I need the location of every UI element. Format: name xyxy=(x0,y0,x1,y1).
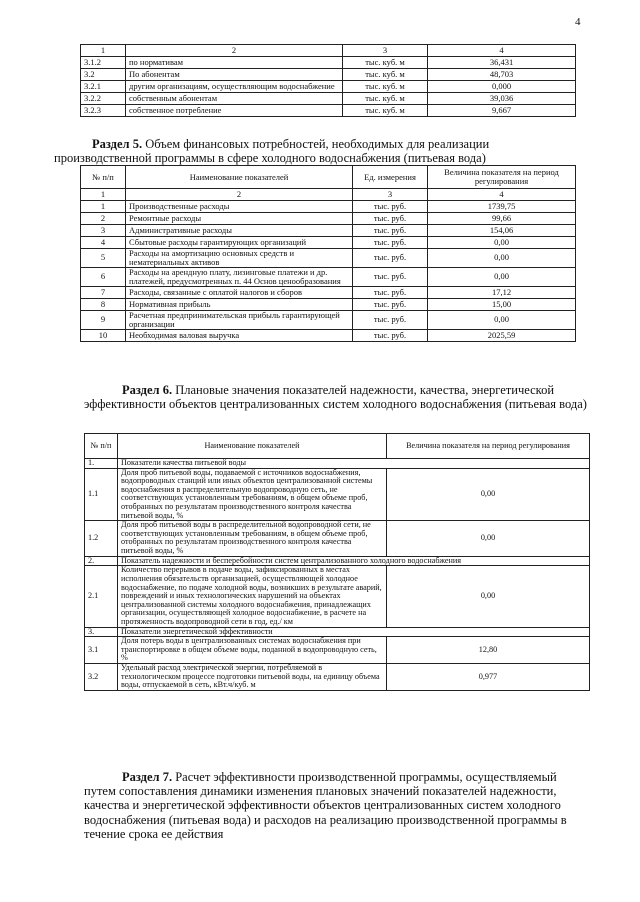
row-unit: тыс. руб. xyxy=(353,249,428,268)
row-unit: тыс. руб. xyxy=(353,267,428,286)
row-value: 36,431 xyxy=(428,57,576,69)
row-name: Нормативная прибыль xyxy=(126,298,353,310)
row-unit: тыс. куб. м xyxy=(343,69,428,81)
header-cell: 2 xyxy=(126,45,343,57)
table-row xyxy=(81,105,576,117)
row-name: Расходы, связанные с оплатой налогов и сборов xyxy=(126,286,353,298)
table-row xyxy=(81,267,576,286)
row-name: Количество перерывов в подаче воды, зафиксированных в местах исполнения обязательств организацией, осуществляющей холодное водоснабжение, по подаче холодной воды, возникших в результате аварий, повреждений и иных технологических нарушений на объектах централизованной системы холодного водоснабжения, принадлежащих организации, осуществляющей холодное водоснабжение, в расчете на протяженность водопроводной сети в год, ед./ км xyxy=(118,566,387,627)
row-number: 1 xyxy=(81,201,126,213)
table-header-row xyxy=(81,166,576,189)
row-unit: тыс. руб. xyxy=(353,213,428,225)
row-value: 15,00 xyxy=(428,298,576,310)
row-unit: тыс. руб. xyxy=(353,237,428,249)
row-name: По абонентам xyxy=(126,69,343,81)
section-title: Расчет эффективности производственной программы, осуществляемый путем сопоставления динамики изменения плановых значений показателей надежности, качества и энергетической эффективности объектов централизованных систем холодного водоснабжения (питьевая вода) и расходов на реализацию производственной программы в течение срока ее действия xyxy=(84,770,567,841)
row-number: 10 xyxy=(81,329,126,341)
row-value: 48,703 xyxy=(428,69,576,81)
section-5-heading xyxy=(54,137,554,165)
table-row xyxy=(81,69,576,81)
row-value: 0,00 xyxy=(428,310,576,329)
row-value: 99,66 xyxy=(428,213,576,225)
header-cell: Ед. измерения xyxy=(353,166,428,189)
row-number: 9 xyxy=(81,310,126,329)
table-row xyxy=(85,664,590,691)
table-row xyxy=(81,237,576,249)
header-cell: 4 xyxy=(428,45,576,57)
row-number: 2.1 xyxy=(85,566,118,627)
row-unit: тыс. куб. м xyxy=(343,93,428,105)
table-header-row xyxy=(85,434,590,459)
row-value: 2025,59 xyxy=(428,329,576,341)
section-title: Объем финансовых потребностей, необходимых для реализации производственной программы в сфере холодного водоснабжения (питьевая вода) xyxy=(54,137,490,166)
row-number: 3.1 xyxy=(85,637,118,664)
index-cell: 3 xyxy=(353,189,428,201)
row-value: 154,06 xyxy=(428,225,576,237)
table-row xyxy=(81,225,576,237)
table-row xyxy=(85,468,590,521)
row-value: 0,000 xyxy=(428,81,576,93)
group-row xyxy=(85,459,590,469)
row-value: 17,12 xyxy=(428,286,576,298)
financial-needs-table xyxy=(80,165,576,342)
row-unit: тыс. руб. xyxy=(353,225,428,237)
page-number: 4 xyxy=(575,16,581,28)
header-cell: № п/п xyxy=(81,166,126,189)
table-row xyxy=(81,310,576,329)
row-name: Расчетная предпринимательская прибыль гарантирующей организации xyxy=(126,310,353,329)
table-row xyxy=(81,249,576,268)
row-value: 0,00 xyxy=(428,249,576,268)
table-header-row xyxy=(81,45,576,57)
row-value: 1739,75 xyxy=(428,201,576,213)
row-number: 6 xyxy=(81,267,126,286)
table-index-row xyxy=(81,189,576,201)
row-value: 0,00 xyxy=(387,566,590,627)
group-name: Показатель надежности и бесперебойности систем централизованного холодного водоснабжения xyxy=(118,556,590,566)
row-unit: тыс. руб. xyxy=(353,201,428,213)
header-cell: Величина показателя на период регулирования xyxy=(387,434,590,459)
header-cell: Величина показателя на период регулирования xyxy=(428,166,576,189)
index-cell: 2 xyxy=(126,189,353,201)
section-label: Раздел 6. xyxy=(122,383,173,397)
row-number: 3 xyxy=(81,225,126,237)
row-number: 3.2 xyxy=(81,69,126,81)
table-row xyxy=(81,286,576,298)
section-6-heading xyxy=(84,383,589,411)
table-row xyxy=(81,213,576,225)
row-name: другим организациям, осуществляющим водоснабжение xyxy=(126,81,343,93)
row-name: Расходы на амортизацию основных средств и нематериальных активов xyxy=(126,249,353,268)
row-name: Производственные расходы xyxy=(126,201,353,213)
row-number: 3.2 xyxy=(85,664,118,691)
row-unit: тыс. куб. м xyxy=(343,57,428,69)
row-number: 2 xyxy=(81,213,126,225)
row-number: 4 xyxy=(81,237,126,249)
table-row xyxy=(81,81,576,93)
row-value: 0,00 xyxy=(387,521,590,556)
group-name: Показатели энергетической эффективности xyxy=(118,627,590,637)
table-row xyxy=(85,637,590,664)
header-cell: 1 xyxy=(81,45,126,57)
section-label: Раздел 7. xyxy=(122,770,173,784)
row-number: 3. xyxy=(85,627,118,637)
row-number: 8 xyxy=(81,298,126,310)
row-name: по нормативам xyxy=(126,57,343,69)
volume-table xyxy=(80,44,576,117)
row-number: 3.2.1 xyxy=(81,81,126,93)
row-name: собственным абонентам xyxy=(126,93,343,105)
section-label: Раздел 5. xyxy=(92,137,143,151)
row-number: 5 xyxy=(81,249,126,268)
row-number: 3.1.2 xyxy=(81,57,126,69)
header-cell: № п/п xyxy=(85,434,118,459)
header-cell: Наименование показателей xyxy=(126,166,353,189)
row-value: 39,036 xyxy=(428,93,576,105)
row-unit: тыс. куб. м xyxy=(343,105,428,117)
row-value: 0,00 xyxy=(387,468,590,521)
row-unit: тыс. руб. xyxy=(353,329,428,341)
table-row xyxy=(85,521,590,556)
table-row xyxy=(85,566,590,627)
row-name: собственное потребление xyxy=(126,105,343,117)
row-value: 0,00 xyxy=(428,237,576,249)
row-name: Доля потерь воды в централизованных системах водоснабжения при транспортировке в общем объеме воды, поданной в водопроводную сеть, % xyxy=(118,637,387,664)
row-unit: тыс. руб. xyxy=(353,310,428,329)
row-unit: тыс. куб. м xyxy=(343,81,428,93)
row-number: 2. xyxy=(85,556,118,566)
row-number: 1. xyxy=(85,459,118,469)
row-value: 12,80 xyxy=(387,637,590,664)
row-name: Сбытовые расходы гарантирующих организаций xyxy=(126,237,353,249)
row-name: Необходимая валовая выручка xyxy=(126,329,353,341)
row-value: 9,667 xyxy=(428,105,576,117)
section-title: Плановые значения показателей надежности, качества, энергетической эффективности объектов централизованных систем холодного водоснабжения (питьевая вода) xyxy=(84,383,587,412)
table-row xyxy=(81,298,576,310)
row-number: 1.2 xyxy=(85,521,118,556)
group-name: Показатели качества питьевой воды xyxy=(118,459,590,469)
row-number: 3.2.2 xyxy=(81,93,126,105)
row-number: 7 xyxy=(81,286,126,298)
table-row xyxy=(81,201,576,213)
row-unit: тыс. руб. xyxy=(353,286,428,298)
header-cell: Наименование показателей xyxy=(118,434,387,459)
index-cell: 1 xyxy=(81,189,126,201)
row-name: Удельный расход электрической энергии, потребляемой в технологическом процессе подготовки питьевой воды, на единицу объема воды, отпускаемой в сеть, кВт.ч/куб. м xyxy=(118,664,387,691)
row-number: 1.1 xyxy=(85,468,118,521)
row-name: Административные расходы xyxy=(126,225,353,237)
row-unit: тыс. руб. xyxy=(353,298,428,310)
row-name: Доля проб питьевой воды, подаваемой с источников водоснабжения, водопроводных станций или иных объектов централизованной системы водоснабжения в распределительную водопроводную сеть, не соответствующих установленным требованиям, в общем объеме проб, отобранных по результатам производственного контроля качества питьевой воды, % xyxy=(118,468,387,521)
row-name: Ремонтные расходы xyxy=(126,213,353,225)
table-row xyxy=(81,93,576,105)
row-value: 0,977 xyxy=(387,664,590,691)
table-row xyxy=(81,57,576,69)
section-7-heading xyxy=(84,770,589,841)
row-name: Доля проб питьевой воды в распределительной водопроводной сети, не соответствующих установленным требованиям, в общем объеме проб, отобранных по результатам производственного контроля качества питьевой воды, % xyxy=(118,521,387,556)
header-cell: 3 xyxy=(343,45,428,57)
row-number: 3.2.3 xyxy=(81,105,126,117)
index-cell: 4 xyxy=(428,189,576,201)
row-name: Расходы на арендную плату, лизинговые платежи и др. платежей, предусмотренных п. 44 Основ ценообразования xyxy=(126,267,353,286)
table-row xyxy=(81,329,576,341)
indicators-table xyxy=(84,433,590,691)
row-value: 0,00 xyxy=(428,267,576,286)
